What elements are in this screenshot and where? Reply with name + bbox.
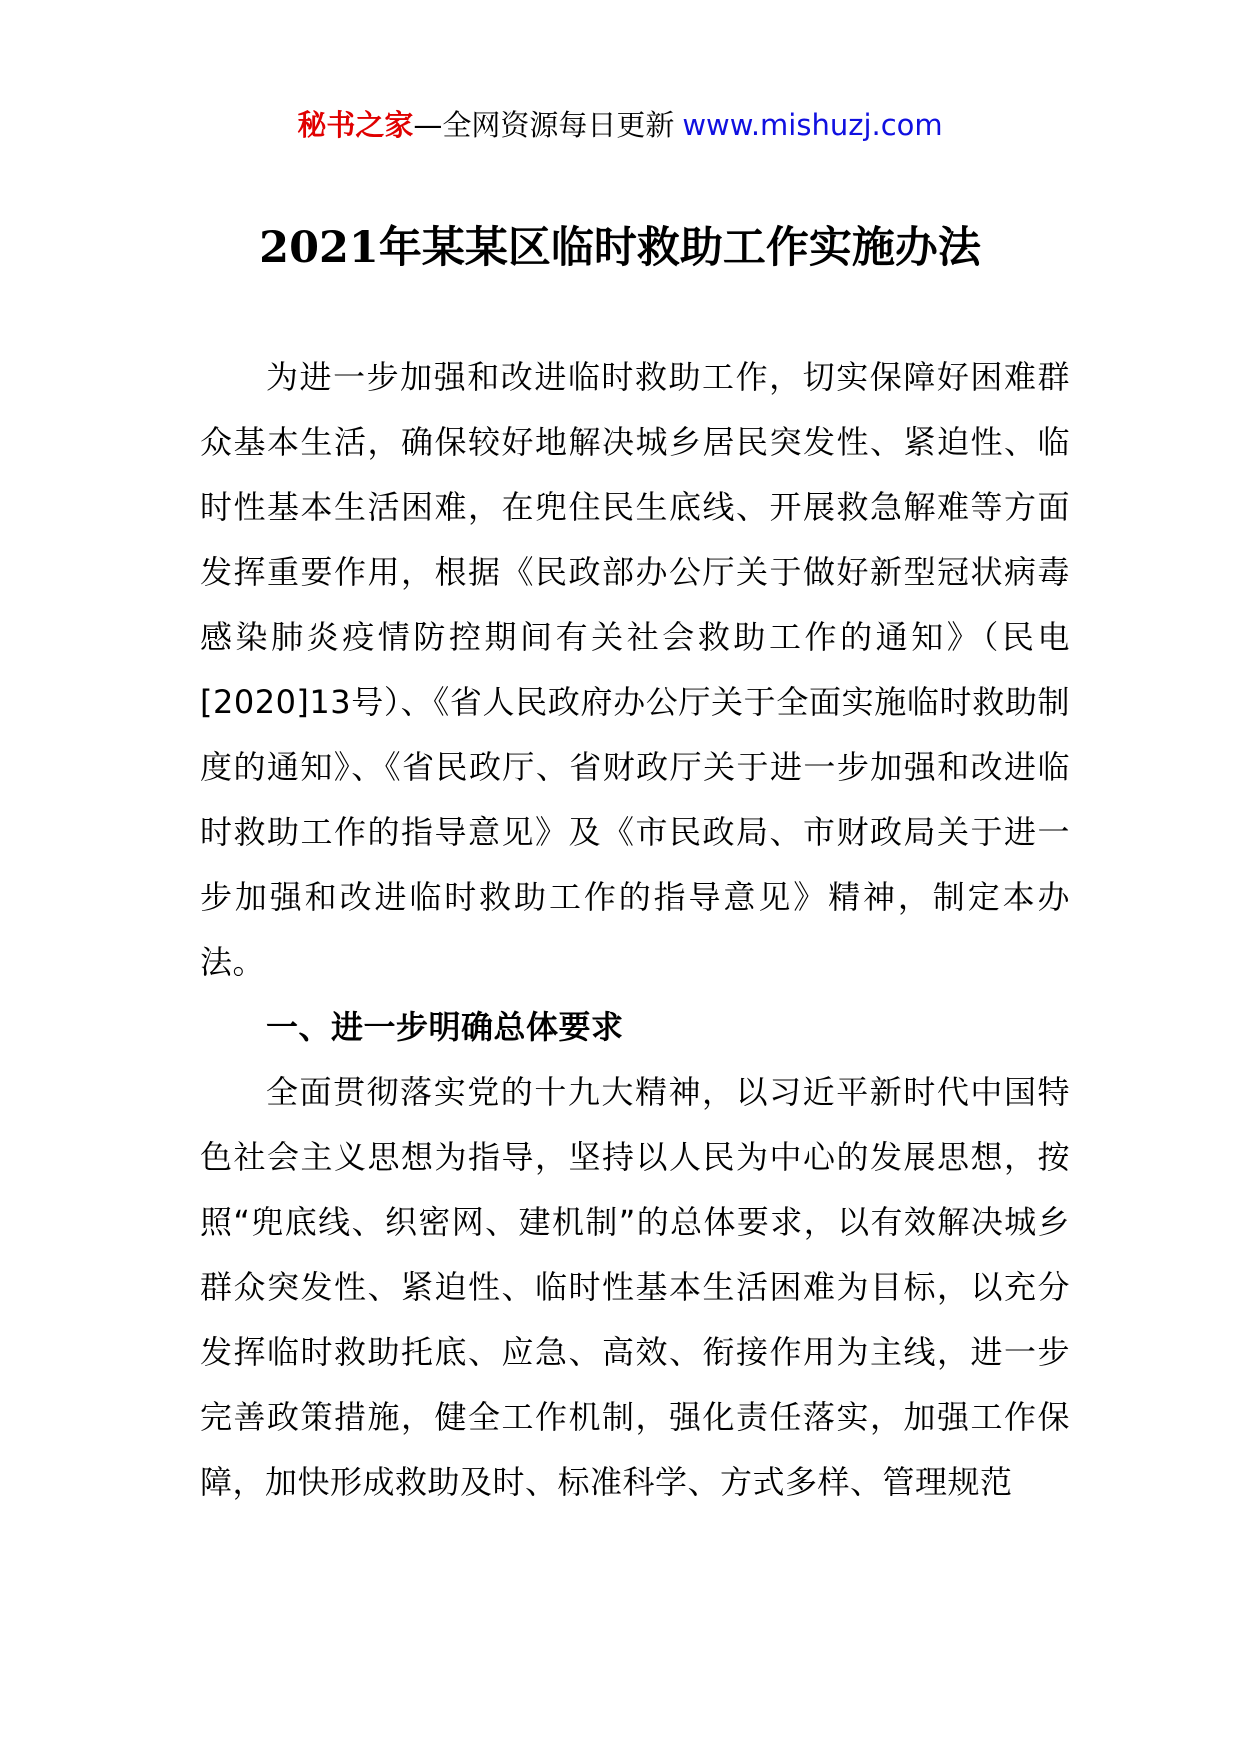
document-title: 2021年某某区临时救助工作实施办法 [259,223,981,273]
section-heading-1: 一、进一步明确总体要求 [266,1008,624,1046]
site-header [0,100,1240,150]
intro-paragraph: 为进一步加强和改进临时救助工作，切实保障好困难群众基本生活，确保较好地解决城乡居民突发性、紧迫性、临时性基本生活困难，在兜住民生底线、开展救急解难等方面发挥重要作用，根据《民政部办公厅关于做好新型冠状病毒感染肺炎疫情防控期间有关社会救助工作的通知》（民电[2020]13号）、《省人民政府办公厅关于全面实施临时救助制度的通知》、《省民政厅、省财政厅关于进一步加强和改进临时救助工作的指导意见》及《市民政局、市财政局关于进一步加强和改进临时救助工作的指导意见》精神，制定本办法。 [200,358,1070,981]
brand-name: 秘书之家 [297,108,414,142]
site-url-link[interactable]: www.mishuzj.com [682,108,943,142]
document-body [200,345,1070,1515]
header-tagline: —全网资源每日更新 [413,108,675,142]
section-1-paragraph: 全面贯彻落实党的十九大精神，以习近平新时代中国特色社会主义思想为指导，坚持以人民为中心的发展思想，按照“兜底线、织密网、建机制”的总体要求，以有效解决城乡群众突发性、紧迫性、临时性基本生活困难为目标，以充分发挥临时救助托底、应急、高效、衔接作用为主线，进一步完善政策措施，健全工作机制，强化责任落实，加强工作保障，加快形成救助及时、标准科学、方式多样、管理规范 [200,1073,1070,1501]
